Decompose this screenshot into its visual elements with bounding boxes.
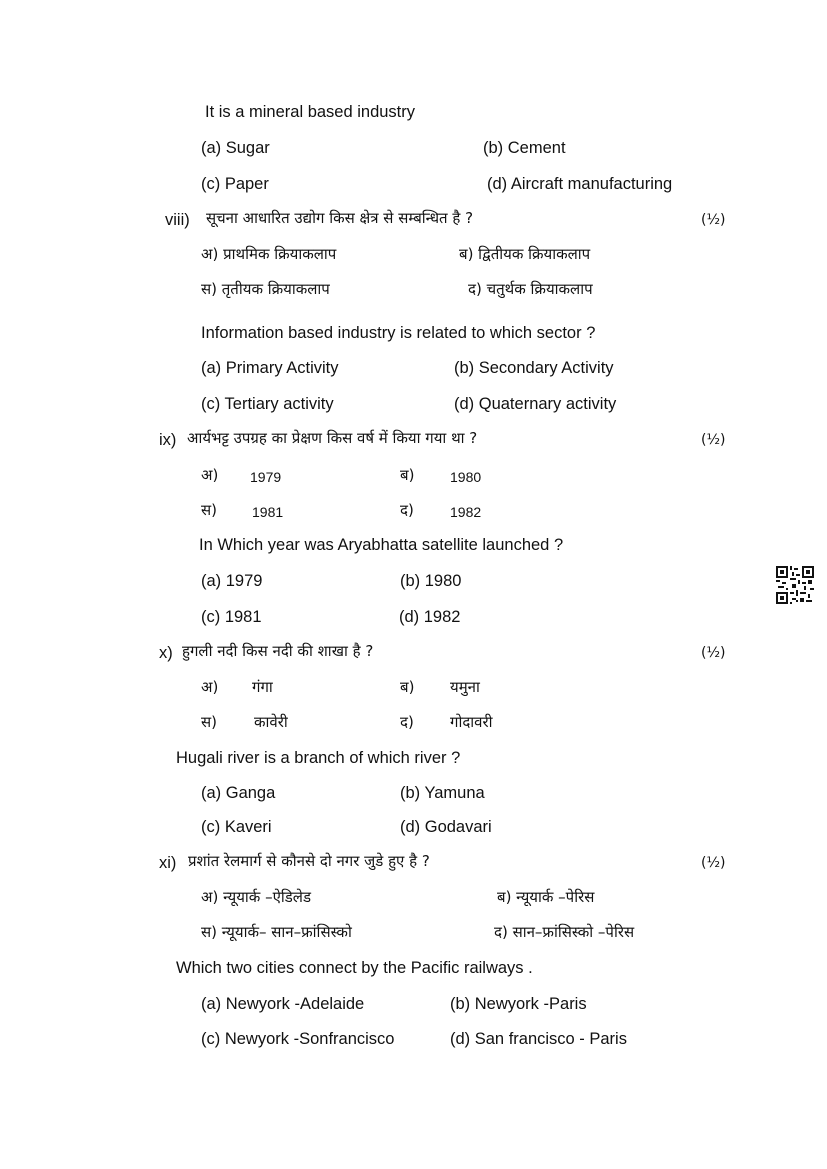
q7-opt-a: (a) Sugar <box>201 139 270 157</box>
q7-opt-d: (d) Aircraft manufacturing <box>487 175 673 193</box>
q8-hi-opt-b: ब) द्वितीयक क्रियाकलाप <box>459 245 591 263</box>
q11-number: xi) <box>159 854 177 872</box>
q10-marks: (½) <box>701 645 726 661</box>
q10-hi-value-c: कावेरी <box>254 713 288 731</box>
q7-en-stem: It is a mineral based industry <box>205 103 416 121</box>
q11-opt-b: (b) Newyork -Paris <box>450 995 587 1013</box>
q10-hi-label-a: अ) <box>201 678 219 696</box>
qr-code <box>776 566 814 604</box>
q10-hi-value-a: गंगा <box>252 678 273 696</box>
q11-opt-d: (d) San francisco - Paris <box>450 1030 627 1048</box>
q11-hi-opt-c: स) न्यूयार्क– सान–फ्रांसिस्को <box>201 923 352 941</box>
q9-opt-d: (d) 1982 <box>399 608 461 626</box>
q10-en-stem: Hugali river is a branch of which river ? <box>176 749 461 767</box>
q9-hi-label-a: अ) <box>201 466 219 484</box>
q11-hi-opt-a: अ) न्यूयार्क –ऐडिलेड <box>201 888 311 906</box>
q8-opt-c: (c) Tertiary activity <box>201 395 334 413</box>
q8-marks: (½) <box>701 212 726 228</box>
q9-opt-b: (b) 1980 <box>400 572 462 590</box>
q9-hi-stem: आर्यभट्ट उपग्रह का प्रेक्षण किस वर्ष में किया गया था ? <box>187 429 478 447</box>
q10-opt-d: (d) Godavari <box>400 818 492 836</box>
q8-en-stem: Information based industry is related to which sector ? <box>201 324 596 342</box>
q9-number: ix) <box>159 431 177 449</box>
q9-hi-label-b: ब) <box>400 466 415 484</box>
q8-opt-d: (d) Quaternary activity <box>454 395 617 413</box>
q9-hi-label-c: स) <box>201 501 217 519</box>
q11-hi-opt-d: द) सान–फ्रांसिस्को –पेरिस <box>494 923 635 941</box>
q8-opt-a: (a) Primary Activity <box>201 359 339 377</box>
q10-opt-c: (c) Kaveri <box>201 818 272 836</box>
q8-hi-opt-d: द) चतुर्थक क्रियाकलाप <box>468 280 593 298</box>
q10-hi-value-b: यमुना <box>450 678 480 696</box>
q9-opt-c: (c) 1981 <box>201 608 262 626</box>
q11-en-stem: Which two cities connect by the Pacific railways . <box>176 959 533 977</box>
q8-hi-opt-a: अ) प्राथमिक क्रियाकलाप <box>201 245 337 263</box>
q8-opt-b: (b) Secondary Activity <box>454 359 614 377</box>
q9-marks: (½) <box>701 432 726 448</box>
q8-number: viii) <box>165 211 190 229</box>
q11-opt-a: (a) Newyork -Adelaide <box>201 995 365 1013</box>
q11-hi-opt-b: ब) न्यूयार्क –पेरिस <box>497 888 595 906</box>
q10-opt-b: (b) Yamuna <box>400 784 485 802</box>
q9-opt-a: (a) 1979 <box>201 572 263 590</box>
q11-marks: (½) <box>701 855 726 871</box>
q9-hi-label-d: द) <box>400 501 414 519</box>
q9-hi-value-c: 1981 <box>252 504 284 520</box>
q10-hi-label-c: स) <box>201 713 217 731</box>
q10-hi-label-d: द) <box>400 713 414 731</box>
q9-hi-value-b: 1980 <box>450 469 482 485</box>
q10-hi-stem: हुगली नदी किस नदी की शाखा है ? <box>182 642 374 660</box>
q9-hi-value-a: 1979 <box>250 469 282 485</box>
q8-hi-opt-c: स) तृतीयक क्रियाकलाप <box>201 280 330 298</box>
q9-hi-value-d: 1982 <box>450 504 482 520</box>
q10-hi-value-d: गोदावरी <box>450 713 493 731</box>
q7-opt-b: (b) Cement <box>483 139 566 157</box>
q7-opt-c: (c) Paper <box>201 175 269 193</box>
q10-number: x) <box>159 644 173 662</box>
q10-hi-label-b: ब) <box>400 678 415 696</box>
q11-opt-c: (c) Newyork -Sonfrancisco <box>201 1030 395 1048</box>
q8-hi-stem: सूचना आधारित उद्योग किस क्षेत्र से सम्बन्धित है ? <box>206 209 474 227</box>
q10-opt-a: (a) Ganga <box>201 784 276 802</box>
q9-en-stem: In Which year was Aryabhatta satellite launched ? <box>199 536 564 554</box>
q11-hi-stem: प्रशांत रेलमार्ग से कौनसे दो नगर जुडे हुए है ? <box>188 852 430 870</box>
